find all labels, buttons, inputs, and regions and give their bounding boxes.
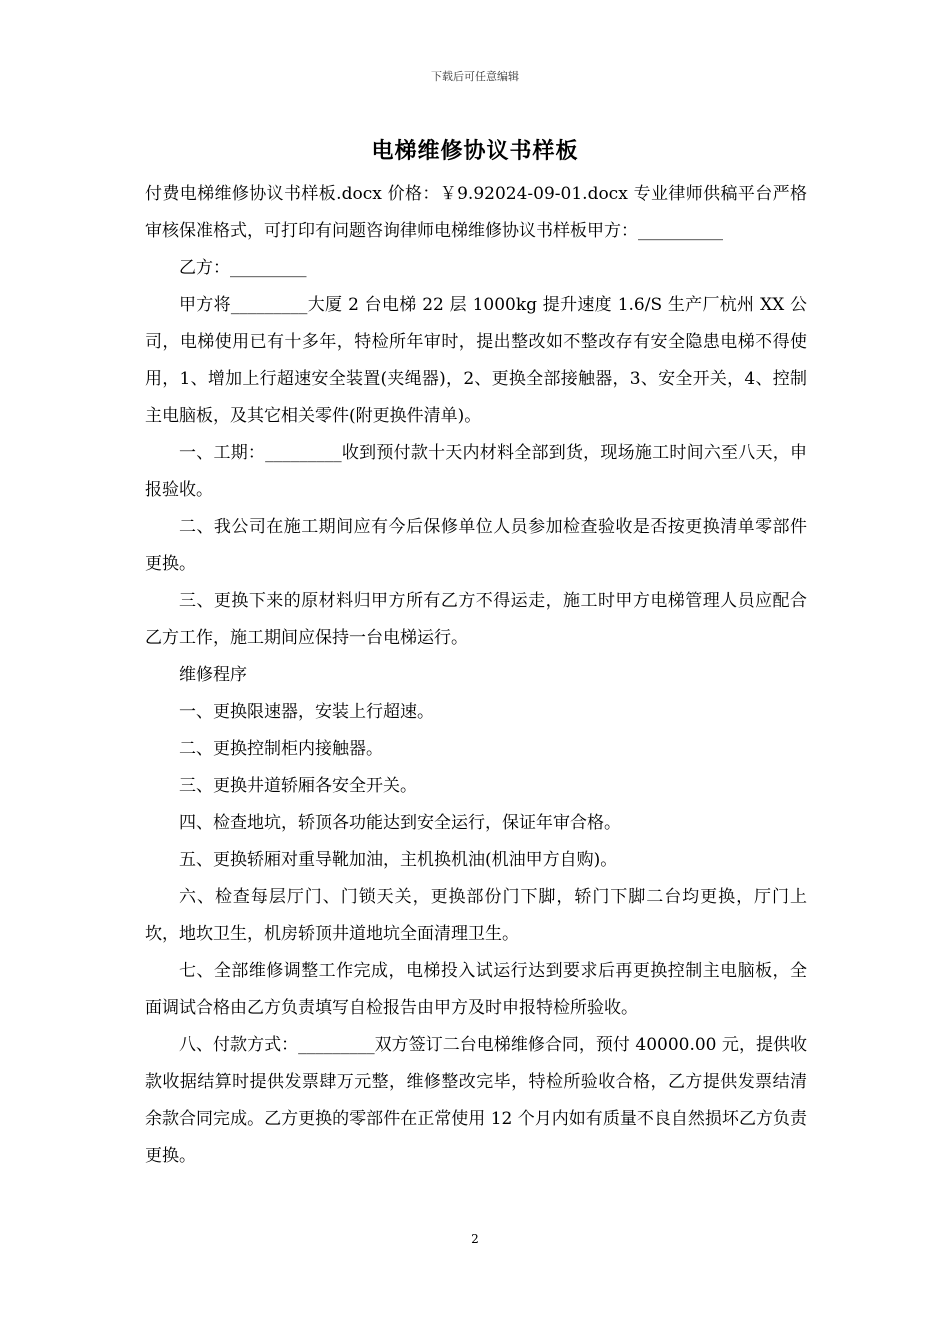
document-body xyxy=(145,176,807,1175)
paragraph-scope: 甲方将_________大厦 2 台电梯 22 层 1000kg 提升速度 1.6/S 生产厂杭州 XX 公司，电梯使用已有十多年，特检所年审时，提出整改如不整改存有安全隐患电梯不得使用，1、增加上行超速安全装置(夹绳器)，2、更换全部接触器，3、安全开关，4、控制主电脑板，及其它相关零件(附更换件清单)。 xyxy=(145,295,807,426)
section-heading-procedure: 维修程序 xyxy=(179,665,247,685)
paragraph-clause-2: 二、我公司在施工期间应有今后保修单位人员参加检查验收是否按更换清单零部件更换。 xyxy=(145,517,807,574)
paragraph-clause-1: 一、工期：_________收到预付款十天内材料全部到货，现场施工时间六至八天，申报验收。 xyxy=(145,443,807,500)
procedure-step-1: 一、更换限速器，安装上行超速。 xyxy=(179,702,434,722)
procedure-step-2: 二、更换控制柜内接触器。 xyxy=(179,739,383,759)
document-title: 电梯维修协议书样板 xyxy=(371,138,579,164)
page-number: 2 xyxy=(471,1232,479,1246)
header-note: 下载后可任意编辑 xyxy=(431,70,519,83)
procedure-step-3: 三、更换井道轿厢各安全开关。 xyxy=(179,776,417,796)
procedure-step-4: 四、检查地坑，轿顶各功能达到安全运行，保证年审合格。 xyxy=(179,813,621,833)
procedure-step-6: 六、检查每层厅门、门锁天关，更换部份门下脚，轿门下脚二台均更换，厅门上坎，地坎卫生，机房轿顶井道地坑全面清理卫生。 xyxy=(145,887,807,944)
paragraph-clause-3: 三、更换下来的原材料归甲方所有乙方不得运走，施工时甲方电梯管理人员应配合乙方工作，施工期间应保持一台电梯运行。 xyxy=(145,591,807,648)
paragraph-intro: 付费电梯维修协议书样板.docx 价格：￥9.92024-09-01.docx 专业律师供稿平台严格审核保准格式，可打印有问题咨询律师电梯维修协议书样板甲方：__________ xyxy=(145,184,807,241)
procedure-step-7: 七、全部维修调整工作完成，电梯投入试运行达到要求后再更换控制主电脑板，全面调试合格由乙方负责填写自检报告由甲方及时申报特检所验收。 xyxy=(145,961,807,1018)
procedure-step-5: 五、更换轿厢对重导靴加油，主机换机油(机油甲方自购)。 xyxy=(179,850,618,870)
paragraph-payment: 八、付款方式：_________双方签订二台电梯维修合同，预付 40000.00 元，提供收款收据结算时提供发票肆万元整，维修整改完毕，特检所验收合格，乙方提供发票结清余款合同完成。乙方更换的零部件在正常使用 12 个月内如有质量不良自然损坏乙方负责更换。 xyxy=(145,1035,807,1166)
paragraph-party-b: 乙方：_________ xyxy=(179,258,307,278)
